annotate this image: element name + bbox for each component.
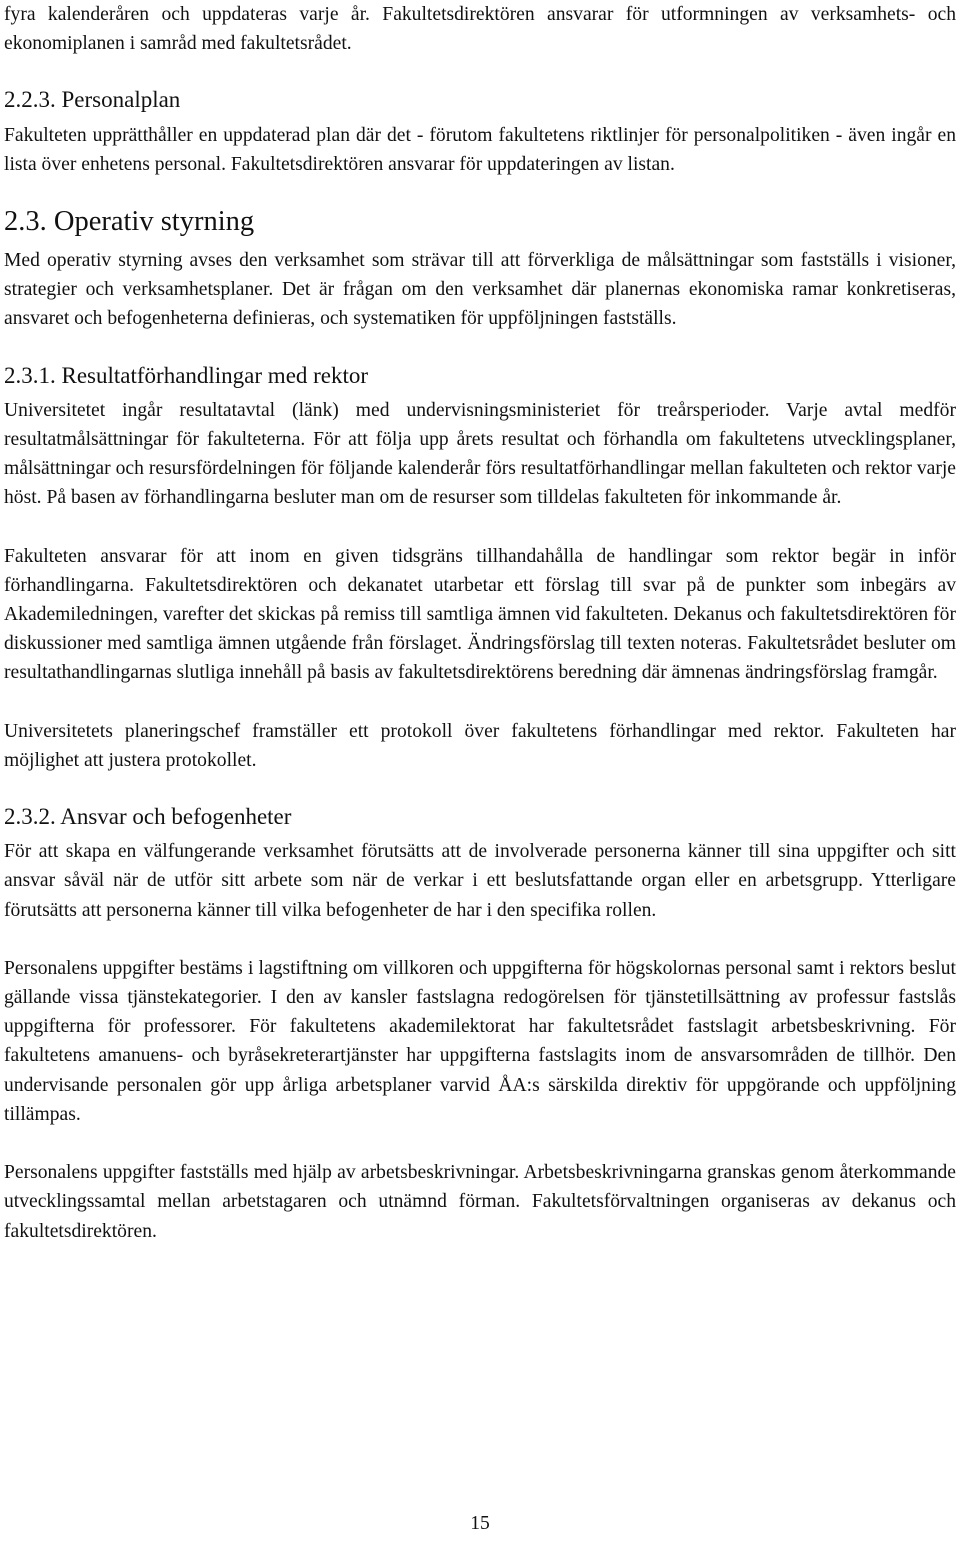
paragraph-ansvar-3: Personalens uppgifter fastställs med hjälp av arbetsbeskrivningar. Arbetsbeskrivningarna granskas genom återkommande utvecklingssamtal mellan arbetstagaren och utnämnd förman. Fakultetsförvaltningen organiseras av dekanus och fakultetsdirektören. — [4, 1162, 956, 1242]
document-page — [4, 0, 956, 1246]
paragraph-ansvar-2: Personalens uppgifter bestäms i lagstiftning om villkoren och uppgifterna för högskolornas personal samt i rektors beslut gällande vissa tjänstekategorier. I den av kansler fastslagna redogörelsen för tjänstetillsättning av professur fastslås uppgifterna för professorer. För fakultetens akademilektorat har fakultetsrådet fastslagit arbetsbeskrivning. För fakultetens amanuens- och byråsekreterartjänster har uppgifterna fastslagits inom de ansvarsområden de tillhör. Den undervisande personalen gör upp årliga arbetsplaner varvid ÅA:s särskilda direktiv för uppgörande och uppföljning tillämpas. — [4, 957, 956, 1125]
intro-paragraph: fyra kalenderåren och uppdateras varje år. Fakultetsdirektören ansvarar för utformningen av verksamhets- och ekonomiplanen i samråd med fakultetsrådet. — [4, 4, 956, 55]
paragraph-personalplan: Fakulteten upprätthåller en uppdaterad plan där det - förutom fakultetens riktlinjer för personalpolitiken - även ingår en lista över enhetens personal. Fakultetsdirektören ansvarar för uppdateringen av listan. — [4, 124, 956, 175]
paragraph-resultatforhandlingar-2: Fakulteten ansvarar för att inom en given tidsgräns tillhandahålla de handlingar som rektor begär in inför förhandlingarna. Fakultetsdirektören och dekanatet utarbetar ett förslag till svar på de punkter som inbegärs av Akademiledningen, varefter det skickas på remiss till samtliga ämnen vid fakulteten. Dekanus och fakultetsdirektören för diskussioner med samtliga ämnen utgående från förslaget. Ändringsförslag till texten noteras. Fakultetsrådet besluter om resultathandlingarnas slutliga innehåll på basis av fakultetsdirektörens beredning där ämnenas ändringsförslag framgår. — [4, 545, 956, 684]
paragraph-operativ-styrning: Med operativ styrning avses den verksamhet som strävar till att förverkliga de målsättningar som fastställs i visioner, strategier och verksamhetsplaner. Det är frågan om den verksamhet där planernas ekonomiska ramar konkretiseras, ansvaret och befogenheterna definieras, och systematiken för uppföljningen fastställs. — [4, 250, 956, 330]
page-number: 15 — [470, 1513, 490, 1534]
paragraph-resultatforhandlingar-3: Universitetets planeringschef framställer ett protokoll över fakultetens förhandlingar med rektor. Fakulteten har möjlighet att justera protokollet. — [4, 720, 956, 771]
heading-operativ-styrning: 2.3. Operativ styrning — [4, 206, 255, 238]
heading-personalplan: 2.2.3. Personalplan — [4, 87, 181, 113]
paragraph-resultatforhandlingar-1: Universitetet ingår resultatavtal (länk) med undervisningsministeriet för treårsperioder. Varje avtal medför resultatmålsättningar för fakulteterna. För att följa upp årets resultat och förhandla om fakultetens utvecklingsplaner, målsättningar och resursfördelningen för följande kalenderår förs resultatförhandlingar mellan fakulteten och rektor varje höst. På basen av förhandlingarna besluter man om de resurser som tilldelas fakulteten för inkommande år. — [4, 399, 956, 509]
paragraph-ansvar-1: För att skapa en välfungerande verksamhet förutsätts att de involverade personerna känner till sina uppgifter och sitt ansvar såväl när de utför sitt arbete som när de verkar i ett beslutsfattande organ eller en arbetsgrupp. Ytterligare förutsätts att personerna känner till vilka befogenheter de har i den specifika rollen. — [4, 841, 956, 921]
heading-resultatforhandlingar: 2.3.1. Resultatförhandlingar med rektor — [4, 362, 369, 388]
heading-ansvar-befogenheter: 2.3.2. Ansvar och befogenheter — [4, 804, 292, 830]
